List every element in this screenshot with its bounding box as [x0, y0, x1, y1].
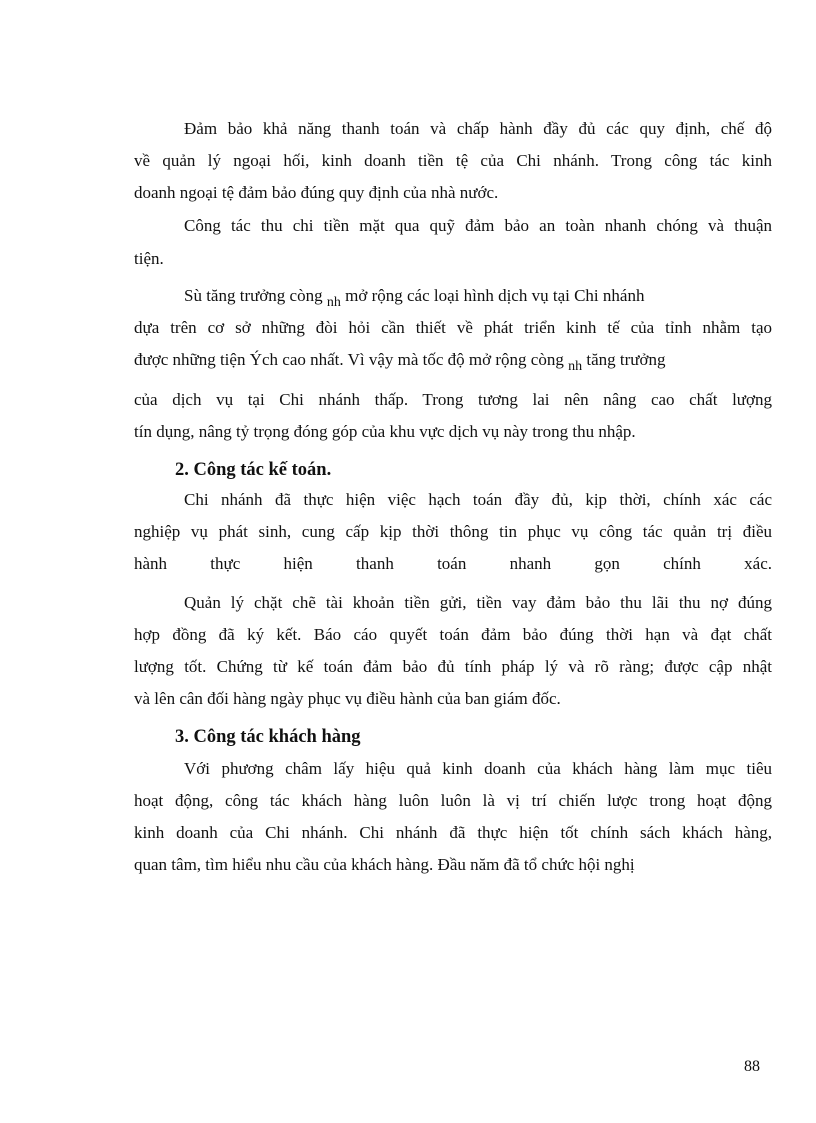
paragraph-line: kinh doanh của Chi nhánh. Chi nhánh đã thực hiện tốt chính sách khách hàng,	[134, 823, 772, 842]
subscript-fragment: nh	[568, 359, 583, 374]
paragraph-line: hợp đồng đã ký kết. Báo cáo quyết toán đảm bảo đúng thời hạn và đạt chất	[134, 625, 772, 644]
text-fragment: được những tiện Ých cao nhất. Vì vậy mà tốc độ mở rộng còng	[134, 350, 564, 369]
text-fragment: Sù tăng trưởng còng	[184, 286, 323, 305]
paragraph-line: Đảm bảo khả năng thanh toán và chấp hành đầy đủ các quy định, chế độ	[184, 119, 772, 138]
paragraph-line: hoạt động, công tác khách hàng luôn luôn là vị trí chiến lược trong hoạt động	[134, 791, 772, 810]
paragraph-line: tiện.	[134, 249, 164, 268]
text-fragment: tăng trưởng	[586, 350, 666, 369]
paragraph-line: Công tác thu chi tiền mặt qua quỹ đảm bảo an toàn nhanh chóng và thuận	[184, 216, 772, 235]
paragraph-line: Với phương châm lấy hiệu quả kinh doanh của khách hàng làm mục tiêu	[184, 759, 772, 778]
paragraph-line: về quản lý ngoại hối, kinh doanh tiền tệ của Chi nhánh. Trong công tác kinh	[134, 151, 772, 170]
paragraph-line: quan tâm, tìm hiểu nhu cầu của khách hàng. Đầu năm đã tổ chức hội nghị	[134, 855, 635, 874]
paragraph-line: Chi nhánh đã thực hiện việc hạch toán đầy đủ, kịp thời, chính xác các	[184, 490, 772, 509]
paragraph-line: nghiệp vụ phát sinh, cung cấp kịp thời thông tin phục vụ công tác quản trị điều	[134, 522, 772, 541]
section-heading: 2. Công tác kế toán.	[175, 460, 332, 480]
paragraph-line: lượng tốt. Chứng từ kế toán đảm bảo đủ tính pháp lý và rõ ràng; được cập nhật	[134, 657, 772, 676]
paragraph-line	[134, 349, 665, 373]
subscript-fragment: nh	[326, 295, 341, 310]
paragraph-line	[184, 285, 644, 309]
paragraph-line: tín dụng, nâng tỷ trọng đóng góp của khu vực dịch vụ này trong thu nhập.	[134, 422, 636, 441]
paragraph-line: dựa trên cơ sở những đòi hỏi cần thiết về phát triển kinh tế của tỉnh nhằm tạo	[134, 318, 772, 337]
paragraph-line: doanh ngoại tệ đảm bảo đúng quy định của nhà nước.	[134, 183, 499, 202]
paragraph-line: Quản lý chặt chẽ tài khoản tiền gửi, tiền vay đảm bảo thu lãi thu nợ đúng	[184, 593, 772, 612]
page-number: 88	[744, 1058, 760, 1075]
paragraph-line: hành thực hiện thanh toán nhanh gọn chính xác.	[134, 554, 772, 573]
section-heading: 3. Công tác khách hàng	[175, 727, 361, 747]
paragraph-line: và lên cân đối hàng ngày phục vụ điều hành của ban giám đốc.	[134, 689, 561, 708]
text-fragment: mở rộng các loại hình dịch vụ tại Chi nhánh	[345, 286, 645, 305]
paragraph-line: của dịch vụ tại Chi nhánh thấp. Trong tương lai nên nâng cao chất lượng	[134, 390, 772, 409]
